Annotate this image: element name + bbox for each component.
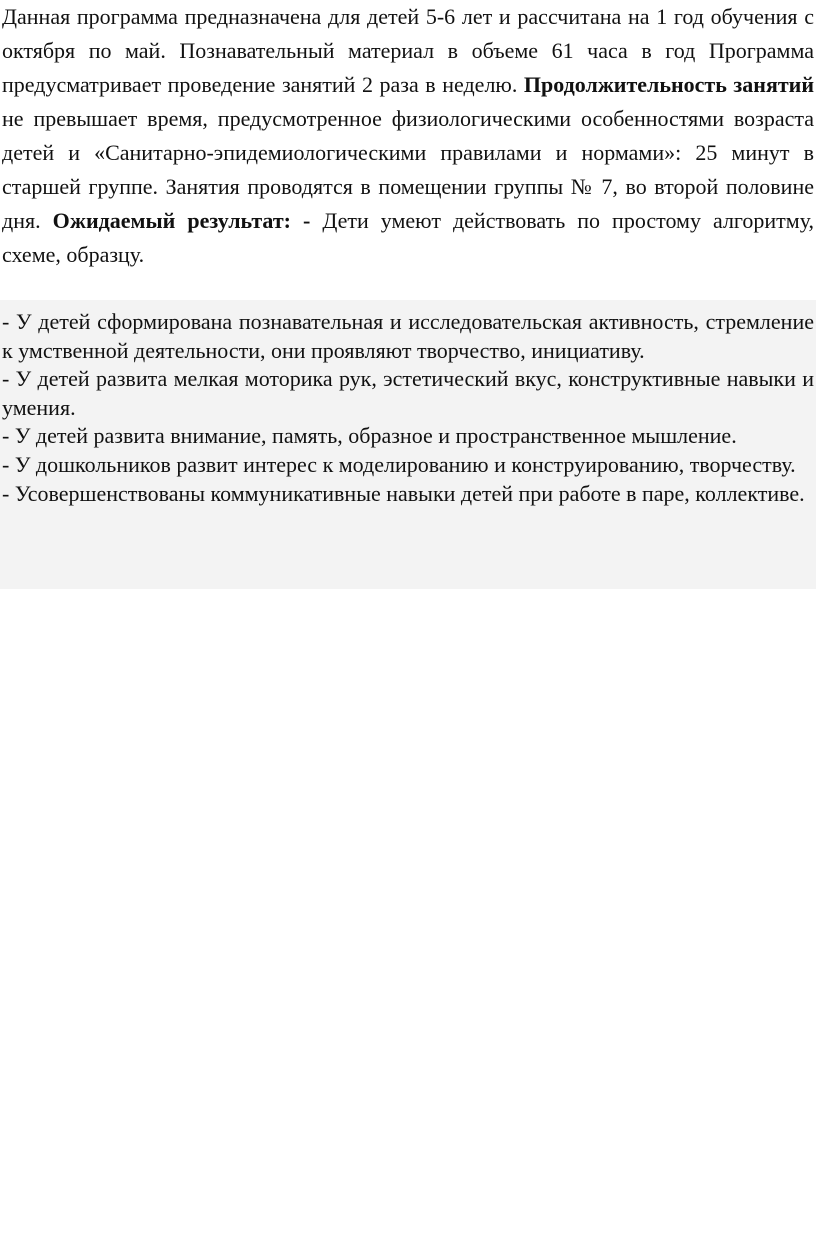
duration-label: Продолжительность занятий xyxy=(523,72,814,97)
result-item: - У детей сформирована познавательная и исследовательская активность, стремление к умственной деятельности, они проявляют творчество, инициативу. xyxy=(2,309,814,363)
results-block xyxy=(0,300,816,589)
result-item: - Усовершенствованы коммуникативные навыки детей при работе в паре, коллективе. xyxy=(2,480,805,506)
expected-result-text: Дети умеют действовать по простому алгоритму, схеме, образцу. xyxy=(2,208,814,267)
result-item: - У детей развита мелкая моторика рук, эстетический вкус, конструктивные навыки и умения. xyxy=(2,366,814,420)
expected-result-label: Ожидаемый результат: - xyxy=(52,208,311,233)
program-description: Данная программа предназначена для детей 5-6 лет и рассчитана на 1 год обучения с октября по май. Познавательный материал в объеме 61 часа в год Программа предусматривает проведение занятий 2 раза в неделю. xyxy=(2,4,814,97)
results-list xyxy=(2,308,814,508)
result-item: - У дошкольников развит интерес к моделированию и конструированию, творчеству. xyxy=(2,451,796,477)
result-item: - У детей развита внимание, память, образное и пространственное мышление. xyxy=(2,423,737,449)
intro-paragraph xyxy=(2,0,814,272)
duration-text: не превышает время, предусмотренное физиологическими особенностями возраста детей и «Санитарно-эпидемиологическими правилами и нормами»: 25 минут в старшей группе. Занятия проводятся в помещении группы № 7, во второй половине дня. xyxy=(2,106,814,233)
intro-text xyxy=(2,0,814,272)
